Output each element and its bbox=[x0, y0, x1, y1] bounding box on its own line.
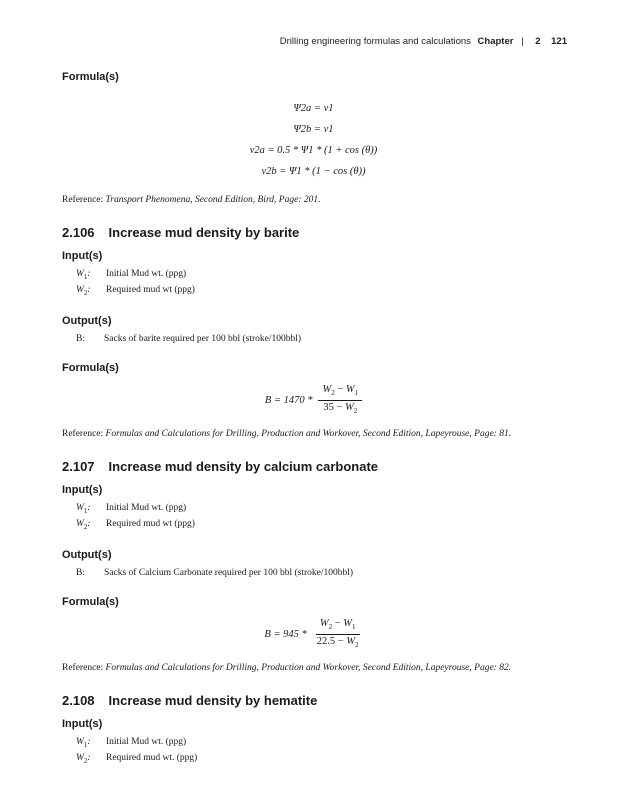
page-content bbox=[62, 70, 565, 768]
input-item: $W_2$: Required mud wt (ppg) bbox=[76, 518, 565, 534]
formula-lhs: B = 945 * bbox=[264, 628, 307, 640]
input-list bbox=[62, 502, 565, 534]
output-item: B: Sacks of barite required per 100 bbl (stroke/100bbl) bbox=[76, 333, 302, 344]
equation: v2a = 0.5 * Ψ1 * (1 + cos (θ)) bbox=[249, 145, 378, 156]
input-label: Input(s) bbox=[62, 717, 103, 730]
input-item: $W_1$: Initial Mud wt. (ppg) bbox=[76, 736, 565, 752]
output-description: Sacks of Calcium Carbonate required per 100 bbl (stroke/100bbl) bbox=[104, 567, 354, 578]
section-heading bbox=[62, 458, 565, 475]
equation: v2b = Ψ1 * (1 − cos (θ)) bbox=[261, 166, 366, 177]
output-list bbox=[62, 333, 565, 346]
page-number: 121 bbox=[551, 36, 567, 47]
input-item: $W_2$: Required mud wt. (ppg) bbox=[76, 752, 565, 768]
output-item: B: Sacks of Calcium Carbonate required per 100 bbl (stroke/100bbl) bbox=[76, 567, 354, 578]
input-item: $W_2$: Required mud wt (ppg) bbox=[76, 284, 565, 300]
formula-lhs: B = 1470 * bbox=[264, 394, 313, 406]
reference bbox=[62, 194, 565, 207]
reference bbox=[62, 428, 565, 441]
equation: Ψ2a = v1 bbox=[293, 103, 334, 114]
formula-label: Formula(s) bbox=[62, 71, 119, 83]
reference-prefix: Reference: bbox=[62, 195, 104, 205]
equation: Ψ2b = v1 bbox=[293, 124, 334, 135]
output-description: Sacks of barite required per 100 bbl (stroke/100bbl) bbox=[104, 333, 302, 344]
input-description: Required mud wt (ppg) bbox=[106, 284, 195, 295]
input-label: Input(s) bbox=[62, 483, 103, 496]
section-number: 2.108 bbox=[62, 692, 95, 708]
input-description: Required mud wt. (ppg) bbox=[106, 752, 198, 763]
fraction: $\frac{W_2 - W_1}{35 - W_2}$ bbox=[318, 384, 362, 417]
formula-label: Formula(s) bbox=[62, 361, 119, 374]
equation-block bbox=[62, 98, 565, 182]
fraction: $\frac{W_2 - W_1}{22.5 - W_2}$ bbox=[316, 617, 359, 649]
input-item: $W_1$: Initial Mud wt. (ppg) bbox=[76, 502, 565, 518]
section-title: Increase mud density by barite bbox=[108, 225, 300, 240]
input-description: Initial Mud wt. (ppg) bbox=[106, 736, 187, 747]
input-description: Initial Mud wt. (ppg) bbox=[106, 269, 187, 279]
output-label: Output(s) bbox=[62, 314, 112, 327]
chapter-number: 2 bbox=[535, 36, 541, 47]
input-description: Initial Mud wt. (ppg) bbox=[106, 502, 187, 513]
formula bbox=[62, 384, 565, 417]
input-label: Input(s) bbox=[62, 250, 103, 262]
formula bbox=[62, 618, 565, 651]
reference bbox=[62, 662, 565, 675]
reference-prefix: Reference: bbox=[62, 428, 104, 439]
input-description: Required mud wt (ppg) bbox=[106, 518, 195, 529]
chapter-label: Chapter bbox=[477, 36, 514, 47]
reference-source: Formulas and Calculations for Drilling, Production and Workover, Second Edition, Lapeyrouse, Page: 81. bbox=[105, 428, 512, 439]
section-number: 2.106 bbox=[62, 225, 95, 240]
input-item: $W_1$: Initial Mud wt. (ppg) bbox=[76, 268, 565, 284]
reference-source: Transport Phenomena, Second Edition, Bird, Page: 201. bbox=[105, 195, 321, 205]
input-list bbox=[62, 736, 565, 768]
formula-label: Formula(s) bbox=[62, 595, 119, 608]
running-header bbox=[0, 36, 625, 47]
book-title: Drilling engineering formulas and calculations bbox=[279, 36, 471, 47]
section-title: Increase mud density by hematite bbox=[108, 692, 318, 708]
header-separator: | bbox=[521, 36, 524, 47]
reference-prefix: Reference: bbox=[62, 662, 104, 673]
section-heading bbox=[62, 692, 565, 709]
reference-source: Formulas and Calculations for Drilling, Production and Workover, Second Edition, Lapeyrouse, Page: 82. bbox=[105, 662, 512, 673]
section-heading bbox=[62, 224, 565, 241]
section-number: 2.107 bbox=[62, 458, 95, 474]
input-list bbox=[62, 268, 565, 300]
output-label: Output(s) bbox=[62, 548, 112, 561]
output-list bbox=[62, 567, 565, 580]
section-title: Increase mud density by calcium carbonate bbox=[108, 458, 379, 474]
